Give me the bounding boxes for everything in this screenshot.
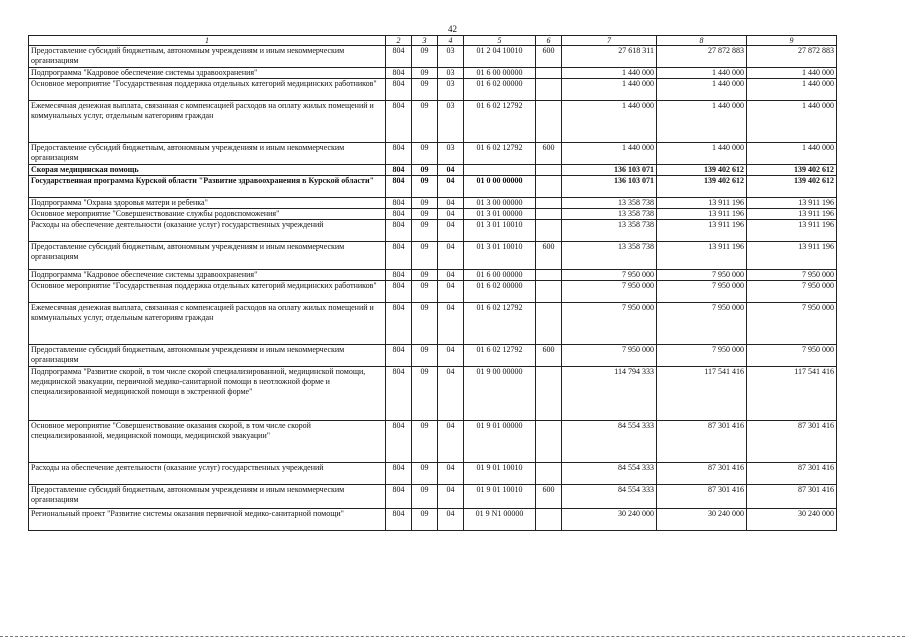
code-cell xyxy=(536,220,562,242)
row-name-cell: Основное мероприятие "Совершенствование службы родовспоможения" xyxy=(29,209,386,220)
code-cell: 09 xyxy=(412,242,438,270)
amount-cell: 1 440 000 xyxy=(657,143,747,165)
code-cell: 01 0 00 00000 xyxy=(464,176,536,198)
code-cell xyxy=(536,176,562,198)
bottom-edge xyxy=(0,636,905,638)
code-cell xyxy=(464,165,536,176)
top-edge xyxy=(0,2,905,3)
amount-cell: 117 541 416 xyxy=(747,367,837,421)
table-row xyxy=(29,421,837,463)
code-cell: 804 xyxy=(386,101,412,143)
amount-cell: 87 301 416 xyxy=(657,485,747,509)
amount-cell: 1 440 000 xyxy=(562,143,657,165)
table-row xyxy=(29,281,837,303)
code-cell: 01 6 02 12792 xyxy=(464,303,536,345)
amount-cell: 1 440 000 xyxy=(657,101,747,143)
header-cell: 4 xyxy=(438,36,464,46)
row-name-cell: Подпрограмма "Кадровое обеспечение системы здравоохранения" xyxy=(29,270,386,281)
amount-cell: 1 440 000 xyxy=(747,79,837,101)
code-cell: 04 xyxy=(438,270,464,281)
amount-cell: 13 911 196 xyxy=(747,198,837,209)
amount-cell: 84 554 333 xyxy=(562,421,657,463)
code-cell: 03 xyxy=(438,46,464,68)
code-cell: 804 xyxy=(386,270,412,281)
code-cell: 01 3 01 00000 xyxy=(464,209,536,220)
code-cell: 804 xyxy=(386,220,412,242)
amount-cell: 87 301 416 xyxy=(657,421,747,463)
table-row xyxy=(29,345,837,367)
code-cell xyxy=(536,209,562,220)
code-cell: 804 xyxy=(386,421,412,463)
code-cell: 804 xyxy=(386,143,412,165)
code-cell: 04 xyxy=(438,509,464,531)
code-cell xyxy=(536,198,562,209)
code-cell: 804 xyxy=(386,485,412,509)
code-cell: 804 xyxy=(386,345,412,367)
amount-cell: 139 402 612 xyxy=(747,165,837,176)
row-name-cell: Предоставление субсидий бюджетным, автономным учреждениям и иным некоммерческим организациям xyxy=(29,345,386,367)
row-name-cell: Предоставление субсидий бюджетным, автономным учреждениям и иным некоммерческим организациям xyxy=(29,46,386,68)
amount-cell: 7 950 000 xyxy=(562,303,657,345)
code-cell: 01 3 01 10010 xyxy=(464,242,536,270)
code-cell: 04 xyxy=(438,281,464,303)
amount-cell: 13 358 738 xyxy=(562,220,657,242)
amount-cell: 84 554 333 xyxy=(562,485,657,509)
code-cell: 804 xyxy=(386,303,412,345)
amount-cell: 1 440 000 xyxy=(747,143,837,165)
code-cell: 01 6 02 00000 xyxy=(464,79,536,101)
code-cell: 01 6 00 00000 xyxy=(464,270,536,281)
code-cell: 09 xyxy=(412,509,438,531)
table-row xyxy=(29,303,837,345)
row-name-cell: Государственная программа Курской области "Развитие здравоохранения в Курской области" xyxy=(29,176,386,198)
code-cell: 01 9 N1 00000 xyxy=(464,509,536,531)
code-cell: 09 xyxy=(412,485,438,509)
header-cell: 8 xyxy=(657,36,747,46)
code-cell xyxy=(536,165,562,176)
code-cell: 09 xyxy=(412,209,438,220)
amount-cell: 30 240 000 xyxy=(747,509,837,531)
code-cell: 09 xyxy=(412,345,438,367)
code-cell: 01 3 00 00000 xyxy=(464,198,536,209)
row-name-cell: Основное мероприятие "Совершенствование оказания скорой, в том числе скорой специализированной, медицинской помощи, медицинской эвакуации" xyxy=(29,421,386,463)
row-name-cell: Предоставление субсидий бюджетным, автономным учреждениям и иным некоммерческим организациям xyxy=(29,143,386,165)
amount-cell: 7 950 000 xyxy=(562,270,657,281)
row-name-cell: Подпрограмма "Охрана здоровья матери и ребенка" xyxy=(29,198,386,209)
code-cell: 09 xyxy=(412,281,438,303)
amount-cell: 13 358 738 xyxy=(562,242,657,270)
code-cell: 03 xyxy=(438,101,464,143)
header-cell: 1 xyxy=(29,36,386,46)
code-cell: 804 xyxy=(386,79,412,101)
header-cell: 2 xyxy=(386,36,412,46)
code-cell: 09 xyxy=(412,46,438,68)
amount-cell: 1 440 000 xyxy=(657,68,747,79)
code-cell: 09 xyxy=(412,220,438,242)
table-row xyxy=(29,220,837,242)
code-cell: 01 2 04 10010 xyxy=(464,46,536,68)
amount-cell: 117 541 416 xyxy=(657,367,747,421)
table-row xyxy=(29,463,837,485)
amount-cell: 7 950 000 xyxy=(657,281,747,303)
code-cell: 04 xyxy=(438,220,464,242)
budget-table xyxy=(28,35,837,531)
amount-cell: 87 301 416 xyxy=(747,421,837,463)
amount-cell: 13 911 196 xyxy=(657,198,747,209)
header-row xyxy=(29,36,837,46)
header-cell: 5 xyxy=(464,36,536,46)
table-row xyxy=(29,46,837,68)
row-name-cell: Подпрограмма "Кадровое обеспечение системы здравоохранения" xyxy=(29,68,386,79)
row-name-cell: Ежемесячная денежная выплата, связанная с компенсацией расходов на оплату жилых помещений и коммунальных услуг, отдельным категориям граждан xyxy=(29,303,386,345)
amount-cell: 1 440 000 xyxy=(747,101,837,143)
code-cell: 04 xyxy=(438,176,464,198)
header-cell: 7 xyxy=(562,36,657,46)
amount-cell: 7 950 000 xyxy=(747,345,837,367)
code-cell: 09 xyxy=(412,367,438,421)
code-cell: 600 xyxy=(536,345,562,367)
amount-cell: 7 950 000 xyxy=(747,270,837,281)
row-name-cell: Основное мероприятие "Государственная поддержка отдельных категорий медицинских работников" xyxy=(29,79,386,101)
amount-cell: 7 950 000 xyxy=(657,270,747,281)
row-name-cell: Скорая медицинская помощь xyxy=(29,165,386,176)
amount-cell: 7 950 000 xyxy=(562,345,657,367)
table-row xyxy=(29,242,837,270)
amount-cell: 13 911 196 xyxy=(657,209,747,220)
amount-cell: 27 872 883 xyxy=(657,46,747,68)
code-cell: 804 xyxy=(386,509,412,531)
code-cell: 804 xyxy=(386,242,412,270)
code-cell xyxy=(536,367,562,421)
amount-cell: 27 872 883 xyxy=(747,46,837,68)
amount-cell: 87 301 416 xyxy=(657,463,747,485)
code-cell: 04 xyxy=(438,209,464,220)
row-name-cell: Основное мероприятие "Государственная поддержка отдельных категорий медицинских работников" xyxy=(29,281,386,303)
amount-cell: 139 402 612 xyxy=(747,176,837,198)
amount-cell: 87 301 416 xyxy=(747,485,837,509)
amount-cell: 84 554 333 xyxy=(562,463,657,485)
code-cell: 04 xyxy=(438,242,464,270)
code-cell: 01 6 02 12792 xyxy=(464,345,536,367)
table-row xyxy=(29,198,837,209)
code-cell: 600 xyxy=(536,143,562,165)
table-row xyxy=(29,165,837,176)
amount-cell: 139 402 612 xyxy=(657,176,747,198)
table-row xyxy=(29,79,837,101)
code-cell: 01 6 02 12792 xyxy=(464,143,536,165)
code-cell: 01 6 02 00000 xyxy=(464,281,536,303)
amount-cell: 13 358 738 xyxy=(562,198,657,209)
code-cell: 600 xyxy=(536,242,562,270)
code-cell: 01 9 01 10010 xyxy=(464,485,536,509)
amount-cell: 87 301 416 xyxy=(747,463,837,485)
code-cell: 01 9 00 00000 xyxy=(464,367,536,421)
amount-cell: 13 911 196 xyxy=(747,220,837,242)
amount-cell: 13 911 196 xyxy=(657,242,747,270)
table-row xyxy=(29,270,837,281)
code-cell: 09 xyxy=(412,143,438,165)
code-cell: 03 xyxy=(438,79,464,101)
amount-cell: 7 950 000 xyxy=(657,345,747,367)
code-cell: 600 xyxy=(536,46,562,68)
row-name-cell: Подпрограмма "Развитие скорой, в том числе скорой специализированной, медицинской помощи, медицинской эвакуации, первичной медико-санитарной помощи в неотложной форме и специализированной медицинской помощи в экстренной форме" xyxy=(29,367,386,421)
table-row xyxy=(29,143,837,165)
code-cell: 04 xyxy=(438,165,464,176)
code-cell: 04 xyxy=(438,198,464,209)
code-cell: 09 xyxy=(412,68,438,79)
amount-cell: 1 440 000 xyxy=(657,79,747,101)
code-cell xyxy=(536,68,562,79)
header-cell: 9 xyxy=(747,36,837,46)
code-cell: 09 xyxy=(412,463,438,485)
amount-cell: 7 950 000 xyxy=(562,281,657,303)
code-cell: 804 xyxy=(386,209,412,220)
code-cell: 09 xyxy=(412,165,438,176)
code-cell xyxy=(536,421,562,463)
code-cell: 09 xyxy=(412,79,438,101)
code-cell: 804 xyxy=(386,281,412,303)
row-name-cell: Региональный проект "Развитие системы оказания первичной медико-санитарной помощи" xyxy=(29,509,386,531)
amount-cell: 1 440 000 xyxy=(562,101,657,143)
code-cell: 09 xyxy=(412,198,438,209)
page-number: 42 xyxy=(448,24,457,34)
code-cell: 01 6 00 00000 xyxy=(464,68,536,79)
row-name-cell: Ежемесячная денежная выплата, связанная с компенсацией расходов на оплату жилых помещений и коммунальных услуг, отдельным категориям граждан xyxy=(29,101,386,143)
code-cell: 01 3 01 10010 xyxy=(464,220,536,242)
code-cell xyxy=(536,303,562,345)
code-cell: 804 xyxy=(386,463,412,485)
code-cell: 09 xyxy=(412,421,438,463)
amount-cell: 7 950 000 xyxy=(657,303,747,345)
amount-cell: 136 103 071 xyxy=(562,165,657,176)
table-row xyxy=(29,509,837,531)
code-cell: 09 xyxy=(412,101,438,143)
code-cell: 04 xyxy=(438,345,464,367)
code-cell: 09 xyxy=(412,176,438,198)
code-cell xyxy=(536,101,562,143)
row-name-cell: Расходы на обеспечение деятельности (оказание услуг) государственных учреждений xyxy=(29,463,386,485)
table-row xyxy=(29,68,837,79)
amount-cell: 1 440 000 xyxy=(747,68,837,79)
code-cell: 804 xyxy=(386,176,412,198)
code-cell: 04 xyxy=(438,367,464,421)
code-cell xyxy=(536,281,562,303)
code-cell: 09 xyxy=(412,303,438,345)
amount-cell: 30 240 000 xyxy=(657,509,747,531)
code-cell: 804 xyxy=(386,46,412,68)
table-row xyxy=(29,101,837,143)
amount-cell: 13 358 738 xyxy=(562,209,657,220)
amount-cell: 13 911 196 xyxy=(657,220,747,242)
code-cell xyxy=(536,463,562,485)
code-cell: 804 xyxy=(386,198,412,209)
code-cell: 804 xyxy=(386,367,412,421)
amount-cell: 7 950 000 xyxy=(747,303,837,345)
row-name-cell: Предоставление субсидий бюджетным, автономным учреждениям и иным некоммерческим организациям xyxy=(29,485,386,509)
amount-cell: 27 618 311 xyxy=(562,46,657,68)
table-row xyxy=(29,176,837,198)
code-cell: 04 xyxy=(438,303,464,345)
code-cell: 01 9 01 00000 xyxy=(464,421,536,463)
code-cell: 04 xyxy=(438,463,464,485)
code-cell xyxy=(536,270,562,281)
amount-cell: 1 440 000 xyxy=(562,68,657,79)
amount-cell: 114 794 333 xyxy=(562,367,657,421)
code-cell xyxy=(536,509,562,531)
code-cell: 03 xyxy=(438,68,464,79)
amount-cell: 136 103 071 xyxy=(562,176,657,198)
code-cell: 600 xyxy=(536,485,562,509)
code-cell: 804 xyxy=(386,165,412,176)
amount-cell: 30 240 000 xyxy=(562,509,657,531)
row-name-cell: Расходы на обеспечение деятельности (оказание услуг) государственных учреждений xyxy=(29,220,386,242)
code-cell: 804 xyxy=(386,68,412,79)
table-row xyxy=(29,209,837,220)
table-row xyxy=(29,367,837,421)
amount-cell: 139 402 612 xyxy=(657,165,747,176)
code-cell: 03 xyxy=(438,143,464,165)
code-cell: 04 xyxy=(438,421,464,463)
table-row xyxy=(29,485,837,509)
header-cell: 3 xyxy=(412,36,438,46)
amount-cell: 7 950 000 xyxy=(747,281,837,303)
code-cell: 01 6 02 12792 xyxy=(464,101,536,143)
amount-cell: 13 911 196 xyxy=(747,209,837,220)
amount-cell: 13 911 196 xyxy=(747,242,837,270)
row-name-cell: Предоставление субсидий бюджетным, автономным учреждениям и иным некоммерческим организациям xyxy=(29,242,386,270)
code-cell: 09 xyxy=(412,270,438,281)
code-cell: 01 9 01 10010 xyxy=(464,463,536,485)
code-cell xyxy=(536,79,562,101)
amount-cell: 1 440 000 xyxy=(562,79,657,101)
code-cell: 04 xyxy=(438,485,464,509)
header-cell: 6 xyxy=(536,36,562,46)
